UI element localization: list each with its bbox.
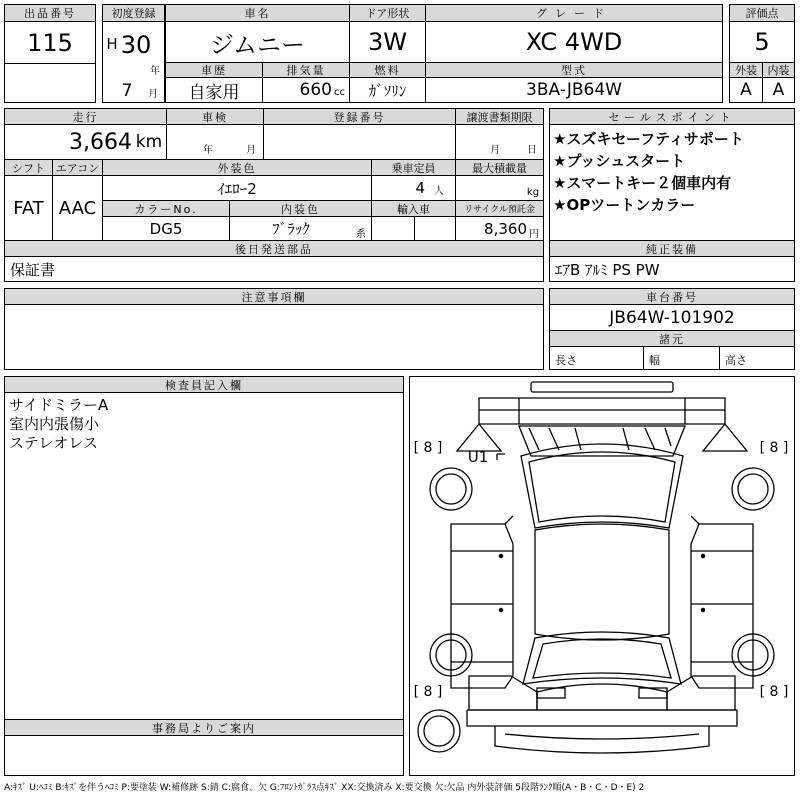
chassis-label: 車台番号 (549, 288, 795, 305)
inspector-label: 検査員記入欄 (4, 376, 404, 393)
sales-point-item: ★スマートキー２個車内有 (553, 174, 732, 192)
inspector-notes (9, 396, 108, 453)
ext-color: ｲｴﾛｰ2 (217, 179, 257, 198)
inspection-label: 車検 (166, 108, 264, 125)
max-load-label: 最大積載量 (455, 159, 544, 176)
import-cell-b (414, 216, 456, 241)
tire-tread-front-left: [ 8 ] (413, 440, 443, 456)
sales-points-list (553, 128, 744, 216)
exterior-label: 外装 (729, 62, 763, 78)
import-cell-a (371, 216, 415, 241)
model-code: 3BA-JB64W (526, 80, 622, 100)
exterior-grade: A (740, 80, 752, 100)
displacement: 660 (299, 80, 332, 100)
model-label: 型式 (425, 62, 723, 78)
reg-year-unit: 年 (150, 65, 160, 77)
aircon: AAC (58, 197, 97, 219)
capacity: 4 (415, 179, 425, 197)
history: 自家用 (188, 82, 240, 103)
int-color-suffix: 系 (356, 228, 366, 240)
chassis-number: JB64W-101902 (609, 307, 735, 328)
displacement-label: 排気量 (262, 62, 350, 78)
tire-tread-rear-right: [ 8 ] (759, 684, 789, 700)
car-name-label: 車名 (165, 4, 350, 22)
caution-label: 注意事項欄 (4, 288, 544, 305)
sales-point-item: ★スズキセーフティサポート (553, 130, 744, 148)
damage-mark: U1 (467, 448, 489, 466)
grade: XC 4WD (525, 28, 623, 56)
specs-label: 諸元 (549, 330, 795, 347)
transfer-month-unit: 月 (490, 144, 500, 156)
spec-height-label: 高さ (725, 354, 747, 367)
caution-box (4, 304, 544, 370)
car-diagram (409, 376, 795, 776)
office-label: 事務局よりご案内 (4, 719, 404, 736)
lot-divider (4, 63, 96, 64)
spec-length-label: 長さ (555, 354, 577, 367)
reg-number-cell (263, 124, 456, 160)
mileage-unit: km (135, 132, 163, 152)
mileage: 3,664 (69, 129, 132, 155)
reg-year: 30 (120, 31, 152, 59)
later-parts-label: 後日発送部品 (4, 240, 544, 257)
interior-label: 内装 (762, 62, 795, 78)
displacement-unit: cc (334, 86, 345, 98)
era-label: H (106, 35, 118, 53)
interior-grade: A (772, 80, 785, 100)
capacity-label: 乗車定員 (371, 159, 456, 176)
inspector-note: サイドミラーA (9, 396, 109, 414)
max-load-unit: kg (526, 186, 540, 198)
sales-point-item: ★プッシュスタート (553, 152, 686, 170)
shift: FAT (13, 197, 44, 219)
tire-tread-rear-left: [ 8 ] (413, 684, 443, 700)
damage-legend: A:ｷｽﾞ U:ﾍｺﾐ B:ｷｽﾞを伴うﾍｺﾐ P:要塗装 W:補修跡 S:錆 C:腐食、欠 G:ﾌﾛﾝﾄｶﾞﾗｽ点ｷｽﾞ XX:交換済み X:要交換 欠:欠品 内外装評価 5段階ﾗﾝｸ順(A・B・C・D・E) 2 (4, 783, 645, 793)
inspection-month-unit: 月 (246, 144, 256, 156)
reg-month: 7 (121, 81, 133, 101)
import-label: 輸入車 (371, 200, 456, 217)
door-label: ドア形状 (349, 4, 426, 22)
color-no-label: カラーNo. (102, 200, 230, 217)
transfer-day-unit: 日 (527, 144, 537, 156)
mileage-label: 走行 (4, 108, 167, 125)
door-type: 3W (368, 28, 407, 56)
later-parts: 保証書 (10, 260, 56, 279)
int-color-label: 内装色 (229, 200, 372, 217)
lot-number: 115 (27, 29, 73, 57)
office-box (4, 735, 404, 776)
transfer-label: 譲渡書類期限 (455, 108, 544, 125)
recycle-fee: 8,360 (484, 219, 527, 238)
capacity-unit: 人 (434, 185, 444, 197)
ext-color-label: 外装色 (102, 159, 372, 176)
recycle-unit: 円 (529, 228, 539, 240)
int-color: ﾌﾞﾗｯｸ (272, 220, 310, 238)
tire-tread-front-right: [ 8 ] (759, 440, 789, 456)
recycle-label: リサイクル預託金 (455, 200, 544, 217)
spec-width-label: 幅 (649, 354, 660, 367)
inspector-note: ステレオレス (9, 434, 98, 452)
inspector-note: 室内内張傷小 (9, 415, 100, 433)
score-label: 評価点 (729, 4, 795, 22)
inspection-year-unit: 年 (203, 144, 213, 156)
sales-point-item: ★OPツートンカラー (553, 196, 696, 214)
aircon-label: エアコン (52, 159, 103, 176)
score: 5 (754, 28, 770, 56)
first-reg-label: 初度登録 (102, 4, 165, 22)
car-name: ジムニー (209, 30, 306, 59)
reg-number-label: 登録番号 (263, 108, 456, 125)
color-no: DG5 (149, 219, 183, 238)
lot-label: 出品番号 (4, 4, 96, 22)
reg-month-unit: 月 (148, 88, 158, 100)
fuel: ｶﾞｿﾘﾝ (368, 81, 407, 100)
sales-points-label: セールスポイント (549, 108, 795, 125)
equipment: ｴｱB ｱﾙﾐ PS PW (555, 260, 660, 279)
equipment-label: 純正装備 (549, 240, 795, 257)
history-label: 車歴 (165, 62, 263, 78)
fuel-label: 燃料 (349, 62, 426, 78)
grade-label: グレード (425, 4, 723, 22)
shift-label: シフト (4, 159, 53, 176)
